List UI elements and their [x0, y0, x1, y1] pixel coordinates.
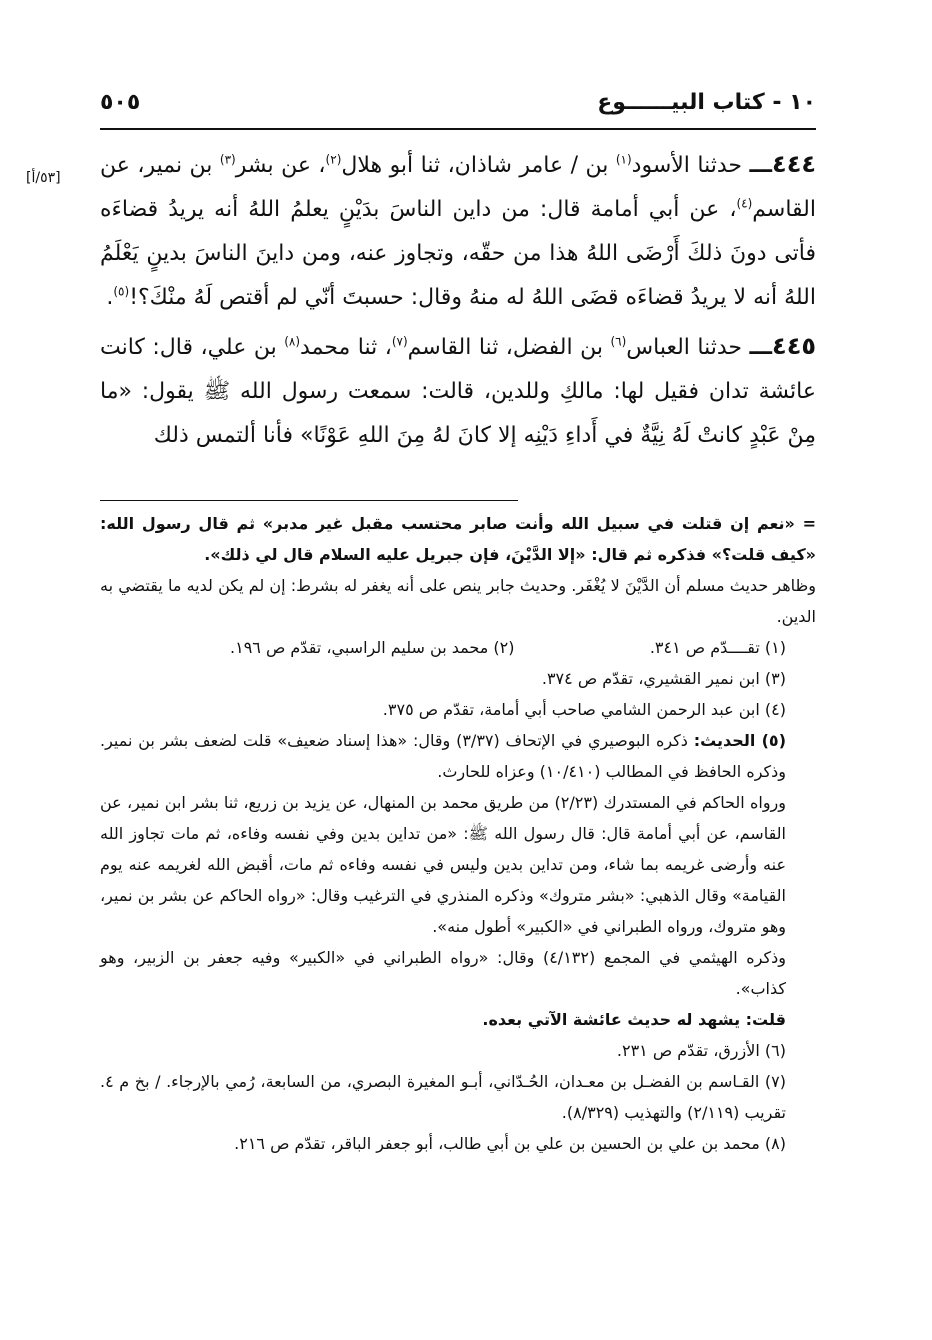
hadith-text: بن علي، قال: كانت عائشة تدان فقيل لها: مالكِ وللدين، قالت: سمعت رسول الله ﷺ يقول: «ما مِنْ عَبْدٍ كانتْ لَهُ نِيَّةٌ في أَداءِ دَيْنِه إلا كانَ لهُ مِنَ اللهِ عَوْنًا» فأنا ألتمس ذلك: [100, 335, 816, 448]
footnote-ref: (٧): [391, 334, 408, 349]
hadith-444: [100, 142, 816, 320]
footnote-row: [100, 632, 816, 663]
running-header: [100, 84, 816, 124]
footnote-ref: (٣): [219, 152, 236, 167]
footnote-ref: (٨): [284, 334, 301, 349]
hadith-text: بن الفضل، ثنا القاسم: [407, 335, 611, 360]
hadith-text: ، عن بشر: [235, 153, 326, 178]
footnote-5-label: (٥) الحديث:: [693, 731, 786, 750]
footnote-5-text: ذكره البوصيري في الإتحاف (٣/٣٧) وقال: «هذا إسناد ضعيف» قلت لضعف بشر بن نمير. وذكره الحافظ في المطالب (١٠/٤١٠) وعزاه للحارث.: [100, 731, 786, 781]
footnote-8: (٨) محمد بن علي بن الحسين بن علي بن أبي طالب، أبو جعفر الباقر، تقدّم ص ٢١٦.: [234, 1134, 786, 1153]
footnote-6: (٦) الأزرق، تقدّم ص ٢٣١.: [616, 1041, 786, 1060]
footnote-3: (٣) ابن نمير القشيري، تقدّم ص ٣٧٤.: [541, 669, 786, 688]
footnote-ref: (٦): [610, 334, 627, 349]
hadith-text: بن نمير، عن القاسم: [100, 153, 816, 222]
footnote-ref: (١): [615, 152, 632, 167]
hadith-text: بن / عامر شاذان، ثنا أبو هلال: [341, 153, 616, 178]
hadith-text: حدثنا الأسود: [631, 153, 750, 178]
footnote-ref: (٥): [113, 284, 130, 299]
hadith-number: ٤٤٤: [772, 150, 816, 178]
header-rule: [100, 128, 816, 130]
footnote-5: [100, 725, 816, 787]
footnote-continuation: وظاهر حديث مسلم أن الدَّيْنَ لا يُغْفَر. وحديث جابر ينص على أنه يغفر له بشرط: إن لم يكن لديه ما يقتضي به الدين.: [100, 576, 816, 626]
manuscript-folio-note: [٥٣/أ]: [26, 170, 61, 186]
footnotes: [100, 508, 816, 1159]
hadith-dash: ـــ: [749, 153, 773, 178]
hadith-number: ٤٤٥: [772, 332, 816, 360]
main-text: [100, 142, 816, 458]
hadith-dash: ـــ: [749, 335, 773, 360]
footnote-rule: [100, 500, 518, 501]
hadith-text: ، ثنا محمد: [300, 335, 392, 360]
footnote-4: (٤) ابن عبد الرحمن الشامي صاحب أبي أمامة، تقدّم ص ٣٧٥.: [382, 700, 786, 719]
footnote-7: (٧) القـاسم بن الفضـل بن معـدان، الحُـدّاني، أبـو المغيرة البصري، من السابعة، رُمي بالإرجاء. / بخ م ٤. تقريب (٢/١١٩) والتهذيب (٨/٣٢٩).: [100, 1072, 786, 1122]
hadith-445: [100, 324, 816, 458]
hadith-text: ، عن أبي أمامة قال: من داين الناسَ بدَيْنٍ يعلمُ اللهُ أنه يريدُ قضاءَه فأتى دونَ ذلكَ أَرْضَى اللهُ هذا من حقّه، وتجاوز عنه، ومن داينَ الناسَ بدينٍ يَعْلَمُ اللهُ أنه لا يريدُ قضاءَه قضَى اللهُ له منهُ وقال: حسبتَ أنّي لم أقتص لَهُ منْكَ؟!: [100, 197, 816, 310]
footnote-5-paragraph: قلت: يشهد له حديث عائشة الآتي بعده.: [482, 1010, 786, 1029]
footnote-1: (١) تقــــدّم ص ٣٤١.: [649, 638, 786, 657]
hadith-text: حدثنا العباس: [626, 335, 750, 360]
footnote-continuation: = «نعم إن قتلت في سبيل الله وأنت صابر محتسب مقبل غير مدبر» ثم قال رسول الله: «كيف قلت؟» فذكره ثم قال: «إلا الدَّيْنَ، فإن جبريل عليه السلام قال لي ذلك».: [100, 514, 816, 564]
footnote-2: (٢) محمد بن سليم الراسبي، تقدّم ص ١٩٦.: [230, 638, 515, 657]
footnote-ref: (٤): [736, 196, 753, 211]
footnote-5-paragraph: ورواه الحاكم في المستدرك (٢/٢٣) من طريق محمد بن المنهال، عن يزيد بن زريع، ثنا بشر ابن نمير، عن القاسم، عن أبي أمامة قال: قال رسول الله ﷺ: «من تداين بدين وفي نفسه وفاءه، ثم مات تجاوز الله عنه وأرضى غريمه بما شاء، ومن تداين بدين وليس في نفسه وفاءه ثم مات، أقبض الله لغريمه عنه يوم القيامة» وقال الذهبي: «بشر متروك» وذكره المنذري في الترغيب وقال: «رواه الحاكم عن بشر بن نمير، وهو متروك، ورواه الطبراني في «الكبير» أطول منه».: [100, 793, 786, 936]
footnote-ref: (٢): [325, 152, 342, 167]
footnote-5-paragraph: وذكره الهيثمي في المجمع (٤/١٣٢) وقال: «رواه الطبراني في «الكبير» وفيه جعفر بن الزبير، وهو كذاب».: [100, 948, 786, 998]
page-number: ٥٠٥: [100, 90, 141, 115]
chapter-title: ١٠ - كتاب البيــــــوع: [597, 90, 816, 115]
hadith-text: .: [106, 285, 114, 310]
